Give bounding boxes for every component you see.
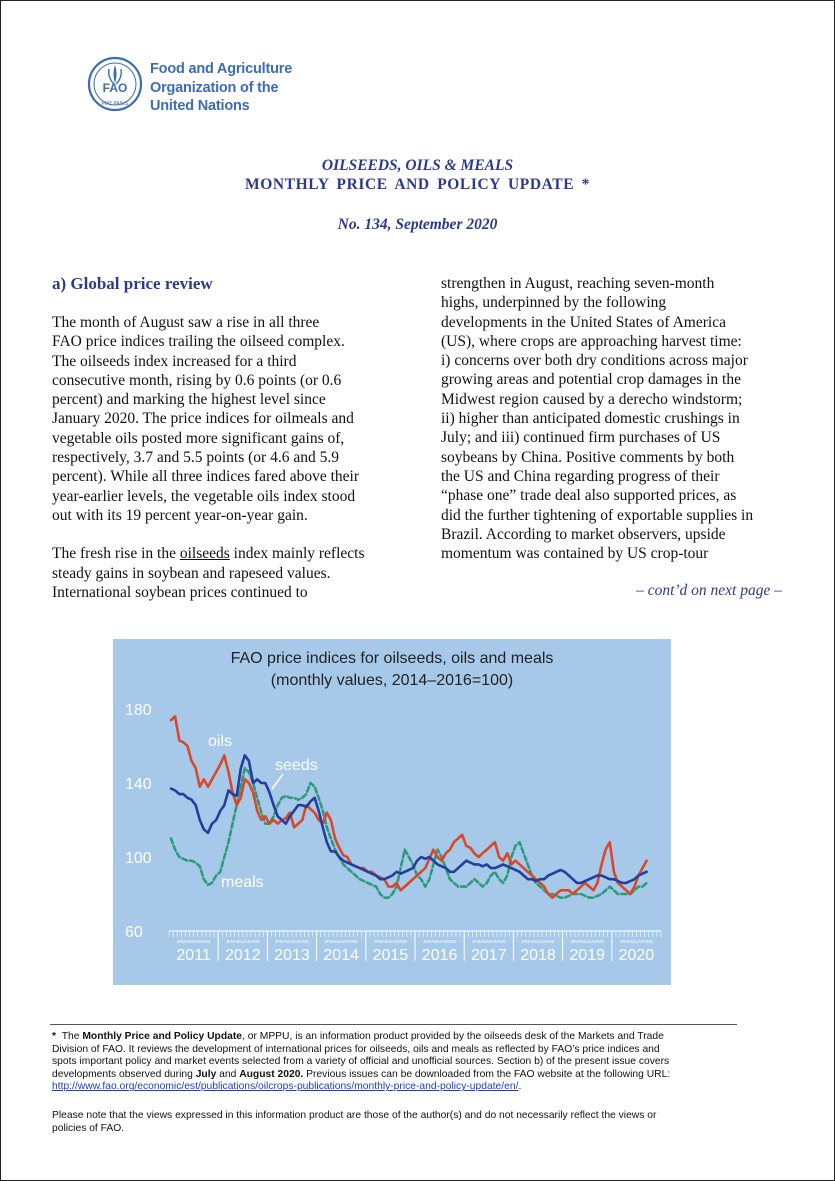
y-tick-label: 180 <box>125 702 152 719</box>
seeds-label: seeds <box>275 757 318 774</box>
paragraph-2 <box>52 544 400 602</box>
text-fragment: and <box>216 1068 240 1080</box>
text-line: Midwest region caused by a derecho windstorm; <box>441 390 743 408</box>
year-label: 2018 <box>520 947 556 964</box>
footnote-line: Division of FAO. It reviews the development of international prices for oilseeds, oils and meals as reflected by FAO’s price indices and <box>52 1043 660 1055</box>
year-label: 2013 <box>274 947 310 964</box>
org-line: Food and Agriculture <box>150 61 293 77</box>
text-fragment: index mainly reflects <box>229 545 365 563</box>
month-tick-labels: JFMAMJJASOND <box>275 939 309 944</box>
text-line: International soybean prices continued to <box>52 583 308 601</box>
text-fragment: The fresh rise in the <box>52 545 180 563</box>
text-line: The month of August saw a rise in all three <box>52 314 320 331</box>
month-tick-labels: JFMAMJJASOND <box>176 939 211 944</box>
text-fragment: August 2020. <box>239 1068 304 1080</box>
text-line: percent). While all three indices fared above their <box>52 468 359 486</box>
text-line: percent) and marking the highest level since <box>52 391 326 409</box>
y-tick-label: 100 <box>125 850 152 867</box>
archive-url-link[interactable]: http://www.fao.org/economic/est/publications/oilcrops-publications/monthly-price-and-policy-update/en/ <box>52 1081 519 1093</box>
text-fragment: Previous issues can be downloaded from the FAO website at the following URL: <box>303 1068 671 1080</box>
text-line: “phase one” trade deal also supported prices, as <box>441 487 737 505</box>
section-heading: a) Global price review <box>52 274 213 293</box>
disclaimer-line: policies of FAO. <box>52 1122 125 1134</box>
organization-name <box>150 60 370 116</box>
text-fragment: . <box>518 1081 522 1093</box>
chart-subtitle: (monthly values, 2014–2016=100) <box>270 672 514 689</box>
month-tick-labels: JFMAMJJASOND <box>226 939 260 944</box>
text-line: Brazil. According to market observers, upside <box>441 525 726 543</box>
issue-number: No. 134, September 2020 <box>337 216 498 233</box>
y-tick-label: 140 <box>125 776 152 793</box>
month-tick-labels: JFMAMJJASOND <box>472 939 506 944</box>
year-label: 2014 <box>323 947 359 964</box>
year-label: 2017 <box>471 947 507 964</box>
left-column <box>52 274 400 621</box>
text-line: momentum was contained by US crop-tour <box>441 545 709 563</box>
footnote-line <box>52 1031 742 1044</box>
month-tick-labels: JFMAMJJASOND <box>619 939 654 944</box>
text-line: The oilseeds index increased for a third <box>52 352 297 370</box>
text-fragment: The <box>61 1031 83 1042</box>
year-label: 2015 <box>372 947 409 964</box>
footnote-marker: * <box>52 1031 57 1042</box>
text-line: i) concerns over both dry conditions across major <box>441 352 748 370</box>
org-line: Organization of the <box>150 79 279 96</box>
year-label: 2012 <box>225 947 261 964</box>
year-label: 2020 <box>618 947 655 964</box>
month-tick-labels: JFMAMJJASOND <box>324 939 358 944</box>
footnote-divider <box>50 1024 737 1025</box>
year-label: 2011 <box>176 947 211 964</box>
text-line: out with its 19 percent year-on-year gain. <box>52 506 308 524</box>
report-title: OILSEEDS, OILS & MEALS <box>321 157 514 174</box>
y-tick-label: 60 <box>125 924 143 941</box>
report-subtitle: MONTHLY PRICE AND POLICY UPDATE * <box>245 176 590 193</box>
month-tick-labels: JFMAMJJASOND <box>373 939 408 944</box>
month-tick-labels: JFMAMJJASOND <box>521 939 555 944</box>
seeds-pointer <box>272 774 283 789</box>
text-fragment: Monthly Price and Policy Update <box>82 1031 242 1042</box>
text-line: highs, underpinned by the following <box>441 294 667 312</box>
year-label: 2016 <box>421 947 458 964</box>
text-line: strengthen in August, reaching seven-month <box>441 275 715 292</box>
oilseeds-link[interactable]: oilseeds <box>179 545 230 563</box>
text-fragment: , or MPPU, is an information product provided by the oilseeds desk of the Markets and Trade <box>242 1031 664 1042</box>
footnote <box>52 1031 742 1094</box>
text-line: (US), where crops are approaching harvest time: <box>441 332 742 350</box>
right-column <box>441 274 791 563</box>
text-line: soybeans by China. Positive comments by both <box>441 448 735 466</box>
disclaimer-line: Please note that the views expressed in this information product are those of the author(s) and do not necessarily reflect the views or <box>52 1110 657 1121</box>
text-line: the US and China regarding progress of their <box>441 467 720 485</box>
paragraph-1 <box>52 313 400 525</box>
text-line: year-earlier levels, the vegetable oils index stood <box>52 487 356 505</box>
text-line: consecutive month, rising by 0.6 points (or 0.6 <box>52 371 342 389</box>
footnote-line: spots important policy and market events selected from a variety of official and unofficial sources. Section b) of the present issue covers <box>52 1056 670 1068</box>
seeds-series-line <box>171 755 647 883</box>
month-tick-labels: JFMAMJJASOND <box>570 939 604 944</box>
text-line: ii) higher than anticipated domestic crushings in <box>441 410 740 428</box>
org-line: United Nations <box>150 98 250 114</box>
text-fragment: July <box>195 1068 217 1080</box>
emblem-letters: FAO <box>102 81 128 95</box>
continued-note: – cont’d on next page – <box>636 582 782 599</box>
text-line <box>52 544 400 563</box>
month-tick-labels: JFMAMJJASOND <box>422 939 457 944</box>
text-line: did the further tightening of exportable supplies in <box>441 506 754 524</box>
text-line: July; and iii) continued firm purchases of US <box>441 429 721 447</box>
chart-title: FAO price indices for oilseeds, oils and meals <box>230 650 554 667</box>
text-fragment: developments observed during <box>52 1068 196 1080</box>
footnote-line <box>52 1081 742 1094</box>
text-line: FAO price indices trailing the oilseed complex. <box>52 333 345 351</box>
text-line: January 2020. The price indices for oilmeals and <box>52 410 354 428</box>
disclaimer <box>52 1110 742 1135</box>
text-line: developments in the United States of America <box>441 313 726 331</box>
fao-emblem-icon <box>86 55 144 113</box>
text-line: growing areas and potential crop damages in the <box>441 371 741 389</box>
meals-label: meals <box>221 874 264 891</box>
year-label: 2019 <box>569 947 605 964</box>
oils-label: oils <box>208 733 233 750</box>
footnote-line <box>52 1069 742 1082</box>
text-line: steady gains in soybean and rapeseed values. <box>52 564 331 582</box>
text-line: respectively, 3.7 and 5.5 points (or 4.6 and 5.9 <box>52 449 339 467</box>
price-index-chart <box>113 639 671 985</box>
emblem-motto: FIAT PANIS <box>101 101 129 107</box>
chart-canvas <box>113 639 671 985</box>
text-line: vegetable oils posted more significant gains of, <box>52 429 345 447</box>
